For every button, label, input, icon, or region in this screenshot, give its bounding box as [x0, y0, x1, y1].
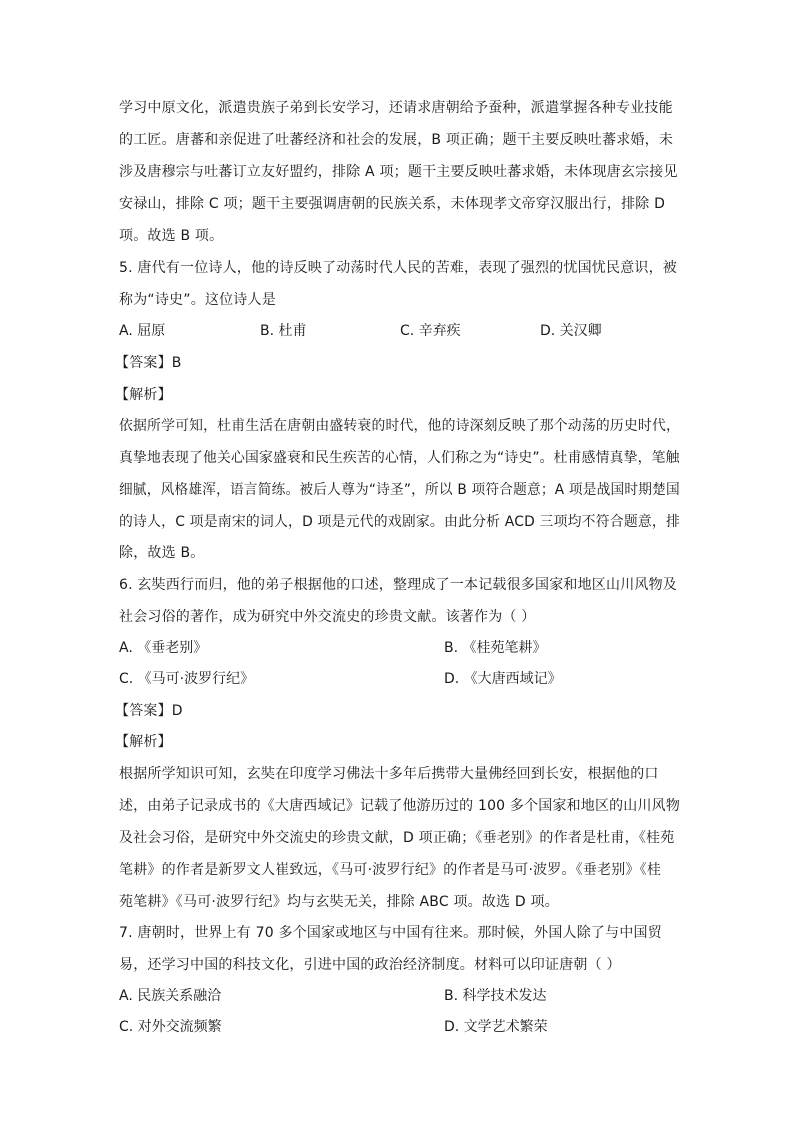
q5-analysis-line: 除，故选 B。 — [119, 545, 205, 561]
q6-option-a: A. 《垂老别》 — [119, 640, 208, 656]
question-7-stem: 易，还学习中国的科技文化，引进中国的政治经济制度。材料可以印证唐朝（ ） — [119, 957, 621, 973]
analysis-line: 项。故选 B 项。 — [119, 228, 224, 244]
analysis-line: 的工匠。唐蕃和亲促进了吐蕃经济和社会的发展，B 项正确；题干主要反映吐蕃求婚，未 — [119, 132, 674, 148]
q6-analysis-line: 根据所学知识可知，玄奘在印度学习佛法十多年后携带大量佛经回到长安，根据他的口 — [119, 766, 659, 782]
q5-analysis-label: 【解析】 — [115, 387, 172, 403]
q6-option-d: D. 《大唐西域记》 — [444, 671, 562, 687]
question-5-stem: 称为“诗史”。这位诗人是 — [119, 292, 276, 308]
q5-option-c: C. 辛弃疾 — [400, 323, 461, 339]
q5-analysis-line: 依据所学可知，杜甫生活在唐朝由盛转衰的时代，他的诗深刻反映了那个动荡的历史时代， — [119, 418, 681, 434]
q6-option-b: B. 《桂苑笔耕》 — [444, 640, 547, 656]
question-6-stem: 6. 玄奘西行而归，他的弟子根据他的口述，整理成了一本记载很多国家和地区山川风物及 — [119, 577, 678, 593]
q7-option-a: A. 民族关系融洽 — [119, 988, 222, 1004]
q6-answer: 【答案】D — [115, 703, 183, 719]
q5-analysis-line: 真挚地表现了他关心国家盛衰和民生疾苦的心情，人们称之为“诗史”。杜甫感情真挚，笔触 — [119, 450, 680, 466]
question-7-stem: 7. 唐朝时，世界上有 70 多个国家或地区与中国有往来。那时候，外国人除了与中国贸 — [119, 925, 662, 941]
q5-analysis-line: 的诗人，C 项是南宋的词人，D 项是元代的戏剧家。由此分析 ACD 三项均不符合题意，排 — [119, 514, 681, 530]
q5-answer: 【答案】B — [115, 355, 182, 371]
q5-option-d: D. 关汉卿 — [540, 323, 602, 339]
q6-option-c: C. 《马可·波罗行纪》 — [119, 671, 255, 687]
analysis-line: 涉及唐穆宗与吐蕃订立友好盟约，排除 A 项；题干主要反映吐蕃求婚，未体现唐玄宗接见 — [119, 164, 678, 180]
analysis-line: 学习中原文化，派遣贵族子弟到长安学习，还请求唐朝给予蚕种，派遣掌握各种专业技能 — [119, 100, 673, 116]
question-5-stem: 5. 唐代有一位诗人，他的诗反映了动荡时代人民的苦难，表现了强烈的忧国忧民意识，被 — [119, 260, 678, 276]
q5-analysis-line: 细腻，风格雄浑，语言简练。被后人尊为“诗圣”，所以 B 项符合题意；A 项是战国时期楚国 — [119, 482, 680, 498]
q6-analysis-line: 笔耕》的作者是新罗文人崔致远，《马可·波罗行纪》的作者是马可·波罗。《垂老别》《桂 — [119, 862, 662, 878]
q7-option-b: B. 科学技术发达 — [444, 988, 547, 1004]
q5-option-a: A. 屈原 — [119, 323, 166, 339]
question-6-stem: 社会习俗的著作，成为研究中外交流史的珍贵文献。该著作为（ ） — [119, 609, 536, 625]
q6-analysis-line: 述，由弟子记录成书的《大唐西域记》记载了他游历过的 100 多个国家和地区的山川风物 — [119, 798, 681, 814]
q7-option-d: D. 文学艺术繁荣 — [444, 1019, 548, 1035]
q5-option-b: B. 杜甫 — [260, 323, 307, 339]
q6-analysis-line: 苑笔耕》《马可·波罗行纪》均与玄奘无关，排除 ABC 项。故选 D 项。 — [119, 894, 559, 910]
q6-analysis-line: 及社会习俗，是研究中外交流史的珍贵文献，D 项正确；《垂老别》的作者是杜甫，《桂苑 — [119, 830, 675, 846]
q6-analysis-label: 【解析】 — [115, 734, 172, 750]
q7-option-c: C. 对外交流频繁 — [119, 1019, 222, 1035]
analysis-line: 安禄山，排除 C 项；题干主要强调唐朝的民族关系，未体现孝文帝穿汉服出行，排除 D — [119, 196, 666, 212]
